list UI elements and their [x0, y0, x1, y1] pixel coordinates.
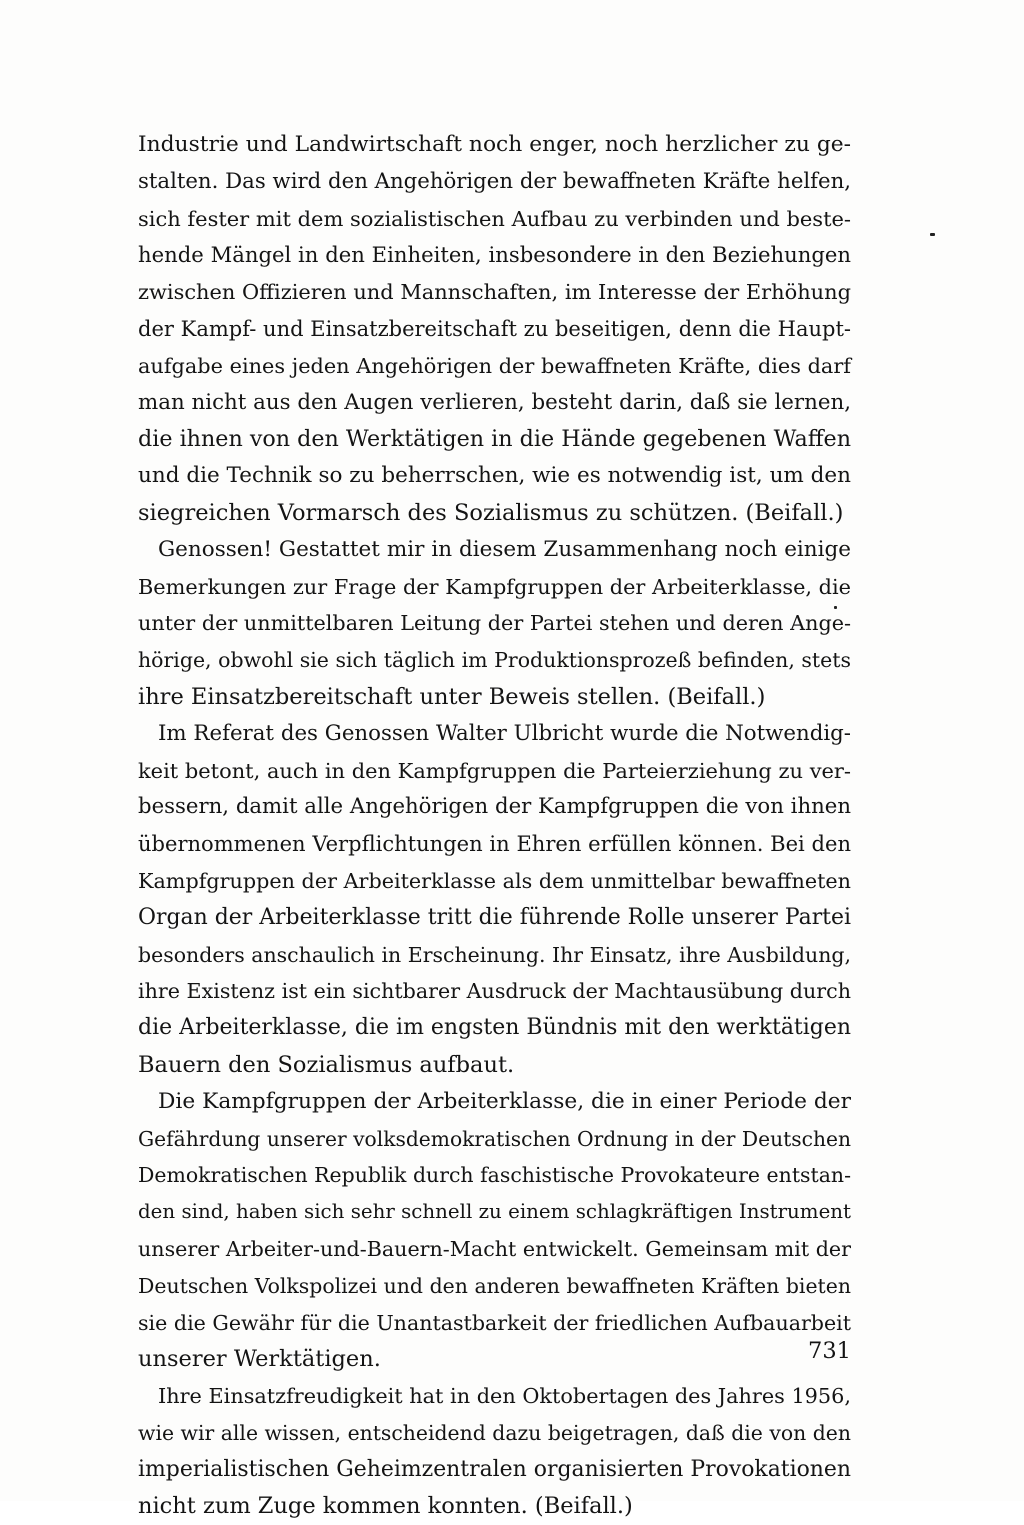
stray-mark [834, 606, 837, 609]
text-line: ihre Existenz ist ein sichtbarer Ausdruck der Machtausübung durch [138, 979, 851, 1004]
text-line: zwischen Offizieren und Mannschaften, im Interesse der Erhöhung [138, 280, 851, 305]
text-line: imperialistischen Geheimzentralen organisierten Provokationen [138, 1456, 851, 1482]
text-line: Bemerkungen zur Frage der Kampfgruppen der Arbeiterklasse, die [138, 574, 851, 599]
paragraph [138, 716, 851, 1084]
text-line: Deutschen Volkspolizei und den anderen bewaffneten Kräften bieten [138, 1273, 851, 1298]
text-line: ihre Einsatzbereitschaft unter Beweis stellen. (Beifall.) [138, 683, 766, 710]
text-line: den sind, haben sich sehr schnell zu einem schlagkräftigen Instrument [138, 1200, 851, 1224]
paragraph [138, 1084, 851, 1378]
text-line: hende Mängel in den Einheiten, insbesondere in den Beziehungen [138, 242, 851, 268]
text-line: Die Kampfgruppen der Arbeiterklasse, die in einer Periode der [158, 1088, 851, 1114]
text-line: und die Technik so zu beherrschen, wie es notwendig ist, um den [138, 463, 851, 489]
stray-mark [930, 233, 935, 236]
text-line: Im Referat des Genossen Walter Ulbricht wurde die Notwendig- [158, 720, 851, 746]
text-line: aufgabe eines jeden Angehörigen der bewaffneten Kräfte, dies darf [138, 353, 851, 378]
paragraph [138, 1378, 851, 1525]
text-line: der Kampf- und Einsatzbereitschaft zu beseitigen, denn die Haupt- [138, 315, 851, 341]
text-line: Gefährdung unserer volksdemokratischen Ordnung in der Deutschen [138, 1126, 851, 1151]
text-line: Organ der Arbeiterklasse tritt die führende Rolle unserer Partei [138, 904, 851, 930]
text-line: nicht zum Zuge kommen konnten. (Beifall.) [138, 1493, 633, 1520]
text-line: stalten. Das wird den Angehörigen der bewaffneten Kräfte helfen, [138, 168, 851, 194]
page-number: 731 [808, 1338, 851, 1364]
text-line: die ihnen von den Werktätigen in die Hände gegebenen Waffen [138, 426, 851, 453]
text-line: wie wir alle wissen, entscheidend dazu beigetragen, daß die von den [138, 1420, 851, 1445]
text-line: sie die Gewähr für die Unantastbarkeit der friedlichen Aufbauarbeit [138, 1310, 851, 1335]
text-line: unserer Werktätigen. [138, 1346, 381, 1373]
text-line: Ihre Einsatzfreudigkeit hat in den Oktobertagen des Jahres 1956, [158, 1384, 851, 1409]
body-text [138, 127, 851, 1525]
text-line: Demokratischen Republik durch faschistische Provokateure entstan- [138, 1163, 851, 1188]
text-line: unter der unmittelbaren Leitung der Partei stehen und deren Ange- [138, 611, 851, 636]
text-line: besonders anschaulich in Erscheinung. Ihr Einsatz, ihre Ausbildung, [138, 942, 851, 967]
text-line: man nicht aus den Augen verlieren, besteht darin, daß sie lernen, [138, 389, 851, 415]
text-line: siegreichen Vormarsch des Sozialismus zu schützen. (Beifall.) [138, 499, 844, 526]
text-line: die Arbeiterklasse, die im engsten Bündnis mit den werktätigen [138, 1015, 851, 1041]
paragraph [138, 127, 851, 532]
text-line: Genossen! Gestattet mir in diesem Zusammenhang noch einige [158, 536, 851, 562]
text-line: bessern, damit alle Angehörigen der Kampfgruppen die von ihnen [138, 794, 851, 820]
text-line: übernommenen Verpflichtungen in Ehren erfüllen können. Bei den [138, 831, 851, 857]
text-line: keit betont, auch in den Kampfgruppen die Parteierziehung zu ver- [138, 758, 851, 783]
text-line: Kampfgruppen der Arbeiterklasse als dem unmittelbar bewaffneten [138, 868, 851, 893]
text-line: hörige, obwohl sie sich täglich im Produktionsprozeß befinden, stets [138, 648, 851, 673]
text-line: Industrie und Landwirtschaft noch enger, noch herzlicher zu ge- [138, 132, 851, 157]
text-line: Bauern den Sozialismus aufbaut. [138, 1051, 515, 1078]
text-line: sich fester mit dem sozialistischen Aufbau zu verbinden und beste- [138, 206, 851, 231]
paragraph [138, 532, 851, 716]
text-line: unserer Arbeiter-und-Bauern-Macht entwickelt. Gemeinsam mit der [138, 1236, 851, 1261]
